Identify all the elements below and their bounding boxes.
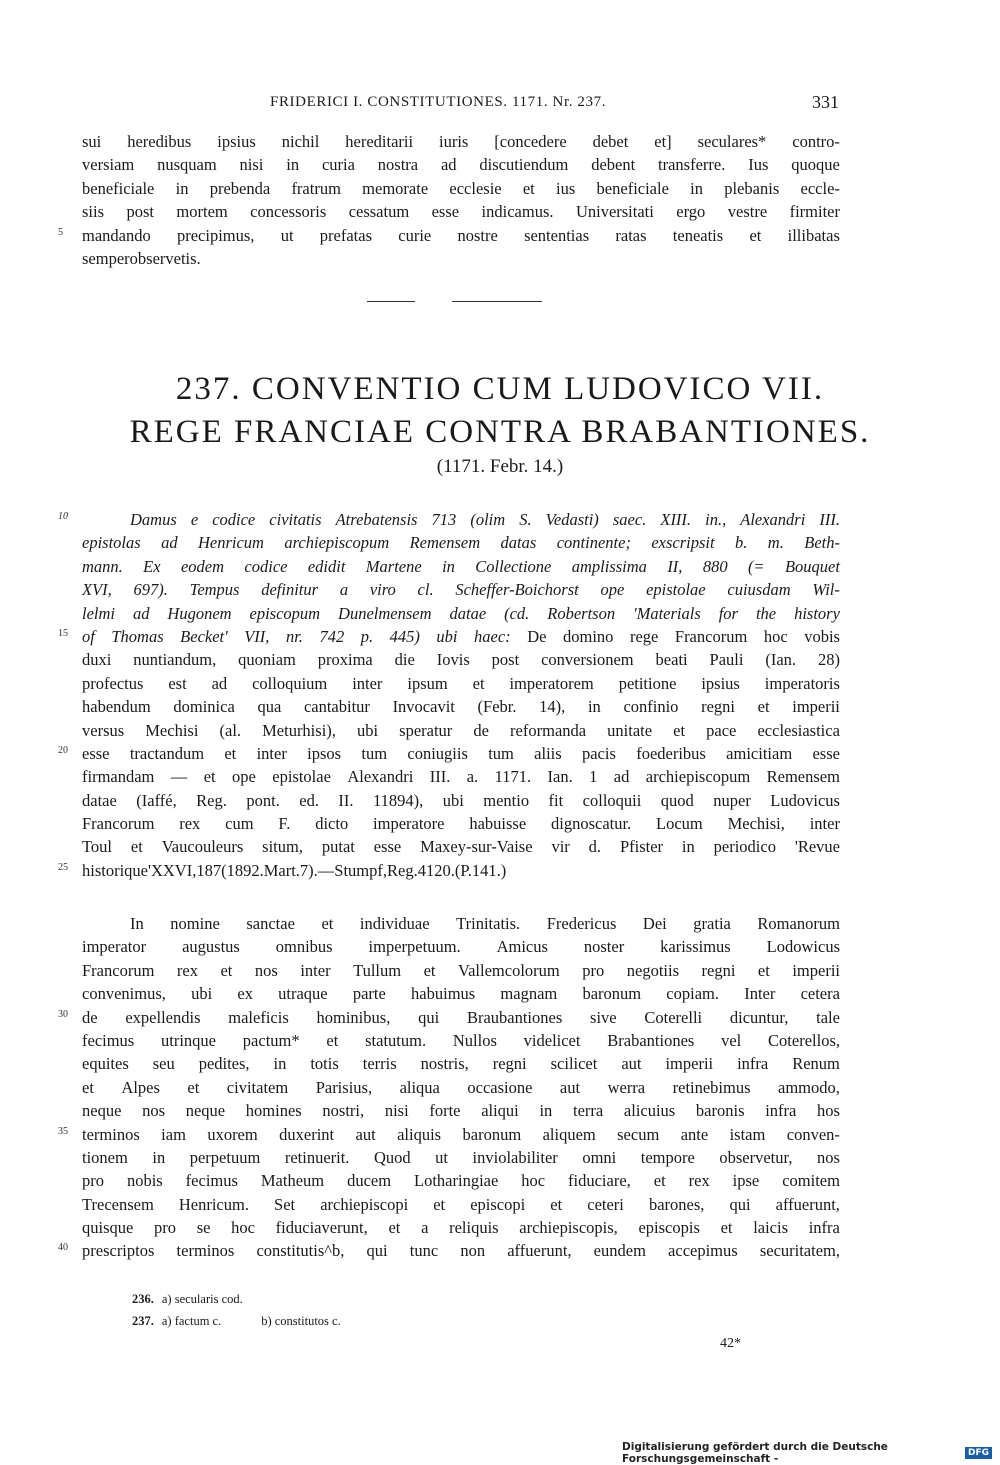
text-line: historique' XXVI, 187 (1892. Mart. 7). — Stumpf, Reg. 4120. (P. 141.) 25 [58, 860, 507, 880]
line-number: 40 [58, 1242, 68, 1254]
text-line: de expellendis maleficis hominibus, qui Braubantiones sive Coterelli dicuntur, tale 30 [58, 1007, 840, 1027]
text-line: In nomine sanctae et individuae Trinitatis. Fredericus Dei gratia Romanorum [130, 914, 840, 933]
line-number: 30 [58, 1008, 68, 1020]
text-line: beneficiale in prebenda fratrum memorate ecclesie et ius beneficiale in plebanis eccle- [82, 178, 840, 198]
text-line: firmandam — et ope epistolae Alexandri III. a. 1171. Ian. 1 ad archiepiscopum Remensem [82, 767, 840, 787]
line-number: 25 [58, 861, 68, 873]
section-date: (1171. Febr. 14.) [436, 456, 564, 477]
text-line: siis post mortem concessoris cessatum esse indicamus. Universitati ergo vestre firmiter [82, 202, 840, 222]
line-number: 35 [58, 1125, 68, 1137]
footnote-number: 237. [132, 1314, 154, 1328]
text-line: versiam nusquam nisi in curia nostra ad discutiendum debent transferre. Ius quoque [82, 155, 840, 175]
text-line: sui heredibus ipsius nichil hereditarii iuris [concedere debet et] seculares* contro- [82, 132, 840, 151]
text-line: Francorum rex cum F. dicto imperatore habuisse dignoscatur. Locum Mechisi, inter [82, 814, 840, 834]
line-number: 20 [58, 744, 68, 756]
section-title-line-2: REGE FRANCIAE CONTRA BRABANTIONES. [129, 414, 871, 450]
text-line: terminos iam uxorem duxerint aut aliquis baronum aliquem secum ante istam conven- 35 [58, 1124, 840, 1144]
text-line: convenimus, ubi ex utraque parte habuimus magnam baronum copiam. Inter cetera [82, 984, 840, 1004]
text-line: lelmi ad Hugonem episcopum Dunelmensem datae (cd. Robertson 'Materials for the history [82, 603, 840, 623]
text-line: tionem in perpetuum retinuerit. Quod ut inviolabiliter omni tempore observetur, nos [82, 1147, 840, 1167]
separator-rule-right [452, 301, 542, 302]
line-number: 10 [58, 511, 68, 522]
text-line: profectus est ad colloquium inter ipsum et imperatorem petitione ipsius imperatoris [82, 673, 840, 693]
separator-rule-left [367, 301, 415, 302]
line-number: 15 [58, 627, 68, 639]
text-line: mann. Ex eodem codice edidit Martene in Collectione amplissima II, 880 (= Bouquet [82, 556, 840, 576]
text-line: quisque pro se hoc fiduciaverunt, et a reliquis archiepiscopis, episcopis et laicis infra [82, 1218, 840, 1238]
footnote-237 [132, 1314, 341, 1329]
footnote-236 [132, 1292, 243, 1307]
text-line: fecimus utrinque pactum* et statutum. Nullos videlicet Brabantiones vel Coterellos, [82, 1030, 840, 1050]
printer-signature: 42* [720, 1336, 741, 1351]
text-line: Damus e codice civitatis Atrebatensis 713 (olim S. Vedasti) saec. XIII. in., Alexandri III. 10 [58, 510, 840, 529]
text-line: equites seu pedites, in totis terris nostris, regni scilicet aut imperii infra Renum [82, 1054, 840, 1074]
text-line: semper observetis. [82, 248, 201, 268]
text-line: Toul et Vaucouleurs situm, putat esse Maxey-sur-Vaise vir d. Pfister in periodico 'Revue [82, 837, 840, 857]
text-line: et Alpes et civitatem Parisius, aliqua occasione aut werra retinebimus ammodo, [82, 1077, 840, 1097]
previous-document-text [58, 130, 840, 270]
text-line: habendum dominica qua cantabitur Invocavit (Febr. 14), in confinio regni et imperii [82, 697, 840, 717]
page-number: 331 [812, 92, 839, 112]
running-title: FRIDERICI I. CONSTITUTIONES. 1171. Nr. 237. [270, 94, 607, 110]
text-line: of Thomas Becket' VII, nr. 742 p. 445) ubi haec: De domino rege Francorum hoc vobis 15 [58, 626, 840, 646]
text-line: versus Mechisi (al. Meturhisi), ubi speratur de reformanda unitate et pace ecclesiastica [82, 720, 840, 740]
text-line: datae (Iaffé, Reg. pont. ed. II. 11894), ubi mentio fit colloquii quod nuper Ludovicus [82, 790, 840, 810]
text-line: esse tractandum et inter ipsos tum coniugiis tum aliis pacis foederibus amicitiam esse 20 [58, 743, 840, 763]
editorial-introduction [58, 508, 840, 882]
text-line: pro nobis fecimus Matheum ducem Lotharingiae hoc fiduciare, et rex ipse comitem [82, 1171, 840, 1191]
footnote-number: 236. [132, 1292, 154, 1306]
text-line: imperator augustus omnibus imperpetuum. Amicus noster karissimus Lodowicus [82, 937, 840, 957]
text-line: XVI, 697). Tempus definitur a viro cl. Scheffer-Boichorst ope epistolae cuiusdam Wil- [82, 580, 840, 600]
text-line: mandando precipimus, ut prefatas curie nostre sententias ratas teneatis et illibatas 5 [58, 225, 840, 245]
section-title-line-1: 237. CONVENTIO CUM LUDOVICO VII. [175, 371, 825, 407]
text-line: prescriptos terminos constitutis^b, qui tunc non affuerunt, eundem accepimus securitatem, 40 [58, 1241, 840, 1261]
text-line: Francorum rex et nos inter Tullum et Vallemcolorum pro negotiis regni et imperii [82, 960, 840, 980]
line-number: 5 [58, 226, 63, 238]
digitization-credit [622, 1441, 992, 1465]
dfg-logo: DFG [965, 1447, 992, 1459]
digitization-note: Digitalisierung gefördert durch die Deutsche Forschungsgemeinschaft - [622, 1441, 888, 1465]
footnote-text-a: a) factum c. [161, 1314, 222, 1328]
document-body-text [58, 912, 840, 1263]
footnote-text: a) secularis cod. [161, 1292, 243, 1306]
footnote-text-b: b) constitutos c. [261, 1314, 341, 1328]
text-line: neque nos neque homines nostri, nisi forte aliqui in terra alicuius baronis infra hos [82, 1101, 840, 1121]
text-line: Trecensem Henricum. Set archiepiscopi et episcopi et ceteri barones, qui affuerunt, [82, 1194, 840, 1214]
text-line: epistolas ad Henricum archiepiscopum Remensem datas continente; exscripsit b. m. Beth- [82, 533, 840, 553]
text-line: duxi nuntiandum, quoniam proxima die Iovis post conversionem beati Pauli (Ian. 28) [82, 650, 840, 670]
